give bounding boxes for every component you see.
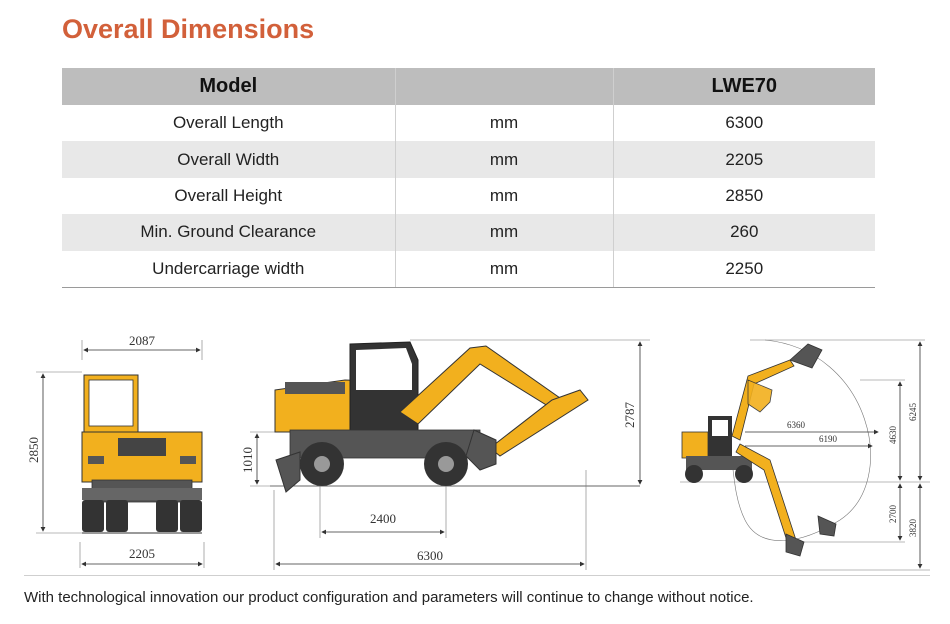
page-title: Overall Dimensions (62, 14, 315, 44)
side-wheelbase-label: 2400 (370, 511, 396, 526)
side-cab-height-label: 1010 (240, 447, 255, 473)
table-row (62, 251, 875, 288)
table-row (62, 105, 875, 141)
working-reach2-label: 6190 (819, 434, 837, 444)
working-reach1-label: 6360 (787, 420, 805, 430)
working-range-drawing (680, 340, 930, 570)
table-row (62, 141, 875, 177)
side-view-drawing (240, 340, 650, 570)
working-d1-label: 2700 (888, 505, 898, 523)
row-unit: mm (395, 178, 613, 214)
header-unit (395, 68, 613, 105)
side-boom-height-label: 2787 (622, 402, 637, 428)
table-row (62, 178, 875, 214)
row-value: 2250 (613, 251, 875, 288)
working-h1-label: 6245 (908, 403, 918, 421)
row-label: Undercarriage width (62, 251, 395, 288)
working-h2-label: 4630 (888, 426, 898, 444)
front-top-width-label: 2087 (129, 333, 155, 348)
row-label: Overall Height (174, 185, 283, 205)
row-value: 2850 (613, 178, 875, 214)
header-model-value: LWE70 (613, 68, 875, 105)
row-label: Overall Width (62, 141, 395, 177)
row-unit: mm (395, 251, 613, 288)
header-model: Model (62, 68, 395, 105)
dimensions-table (62, 68, 875, 288)
dimension-drawings (0, 320, 950, 582)
footnote: With technological innovation our product configuration and parameters will continue to change without notice. (24, 589, 754, 606)
row-value: 260 (613, 214, 875, 250)
row-label: Min. Ground Clearance (62, 214, 395, 250)
table-header-row (62, 68, 875, 105)
row-unit: mm (395, 141, 613, 177)
table-row (62, 214, 875, 250)
row-unit: mm (395, 105, 613, 141)
working-d2-label: 3820 (908, 519, 918, 537)
front-height-label: 2850 (26, 437, 41, 463)
row-label: Overall Length (172, 113, 284, 133)
row-value: 2205 (613, 141, 875, 177)
row-value: 6300 (613, 105, 875, 141)
row-unit: mm (395, 214, 613, 250)
front-view-drawing (26, 333, 204, 568)
front-bottom-width-label: 2205 (129, 546, 155, 561)
side-length-label: 6300 (417, 548, 443, 563)
footer-divider (24, 575, 930, 576)
